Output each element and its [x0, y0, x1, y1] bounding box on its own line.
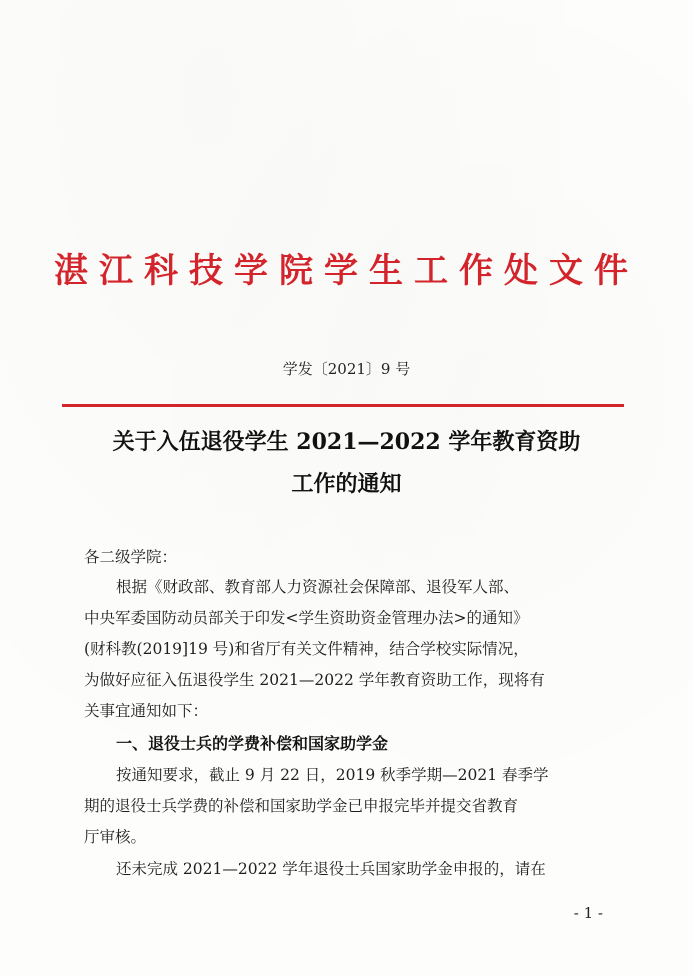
body-line: 根据《财政部、教育部人力资源社会保障部、退役军人部、 — [116, 578, 520, 596]
body-line: 按通知要求，截止 9 月 22 日，2019 秋季学期—2021 春季学 — [116, 766, 549, 784]
body-line: 期的退役士兵学费的补偿和国家助学金已申报完毕并提交省教育 — [84, 797, 519, 815]
salutation: 各二级学院： — [84, 548, 178, 566]
notice-title-line-1: 关于入伍退役学生 2021—2022 学年教育资助 — [112, 429, 581, 455]
page-number: - 1 - — [573, 904, 603, 922]
section-heading: 一、退役士兵的学费补偿和国家助学金 — [116, 734, 389, 753]
body-line: (财科教(2019]19 号)和省厅有关文件精神，结合学校实际情况， — [84, 640, 529, 658]
body-line: 中央军委国防动员部关于印发<学生资助资金管理办法>的通知》 — [84, 609, 529, 627]
red-divider-line — [62, 404, 624, 407]
body-line: 厅审核。 — [84, 828, 147, 846]
body-line: 为做好应征入伍退役学生 2021—2022 学年教育资助工作，现将有 — [84, 671, 545, 689]
body-line: 还未完成 2021—2022 学年退役士兵国家助学金申报的，请在 — [116, 860, 546, 878]
document-number: 学发〔2021〕9 号 — [282, 360, 411, 378]
org-header-title: 湛江科技学院学生工作处文件 — [54, 251, 639, 291]
body-line: 关事宜通知如下： — [84, 702, 209, 720]
notice-title-line-2: 工作的通知 — [291, 471, 402, 497]
